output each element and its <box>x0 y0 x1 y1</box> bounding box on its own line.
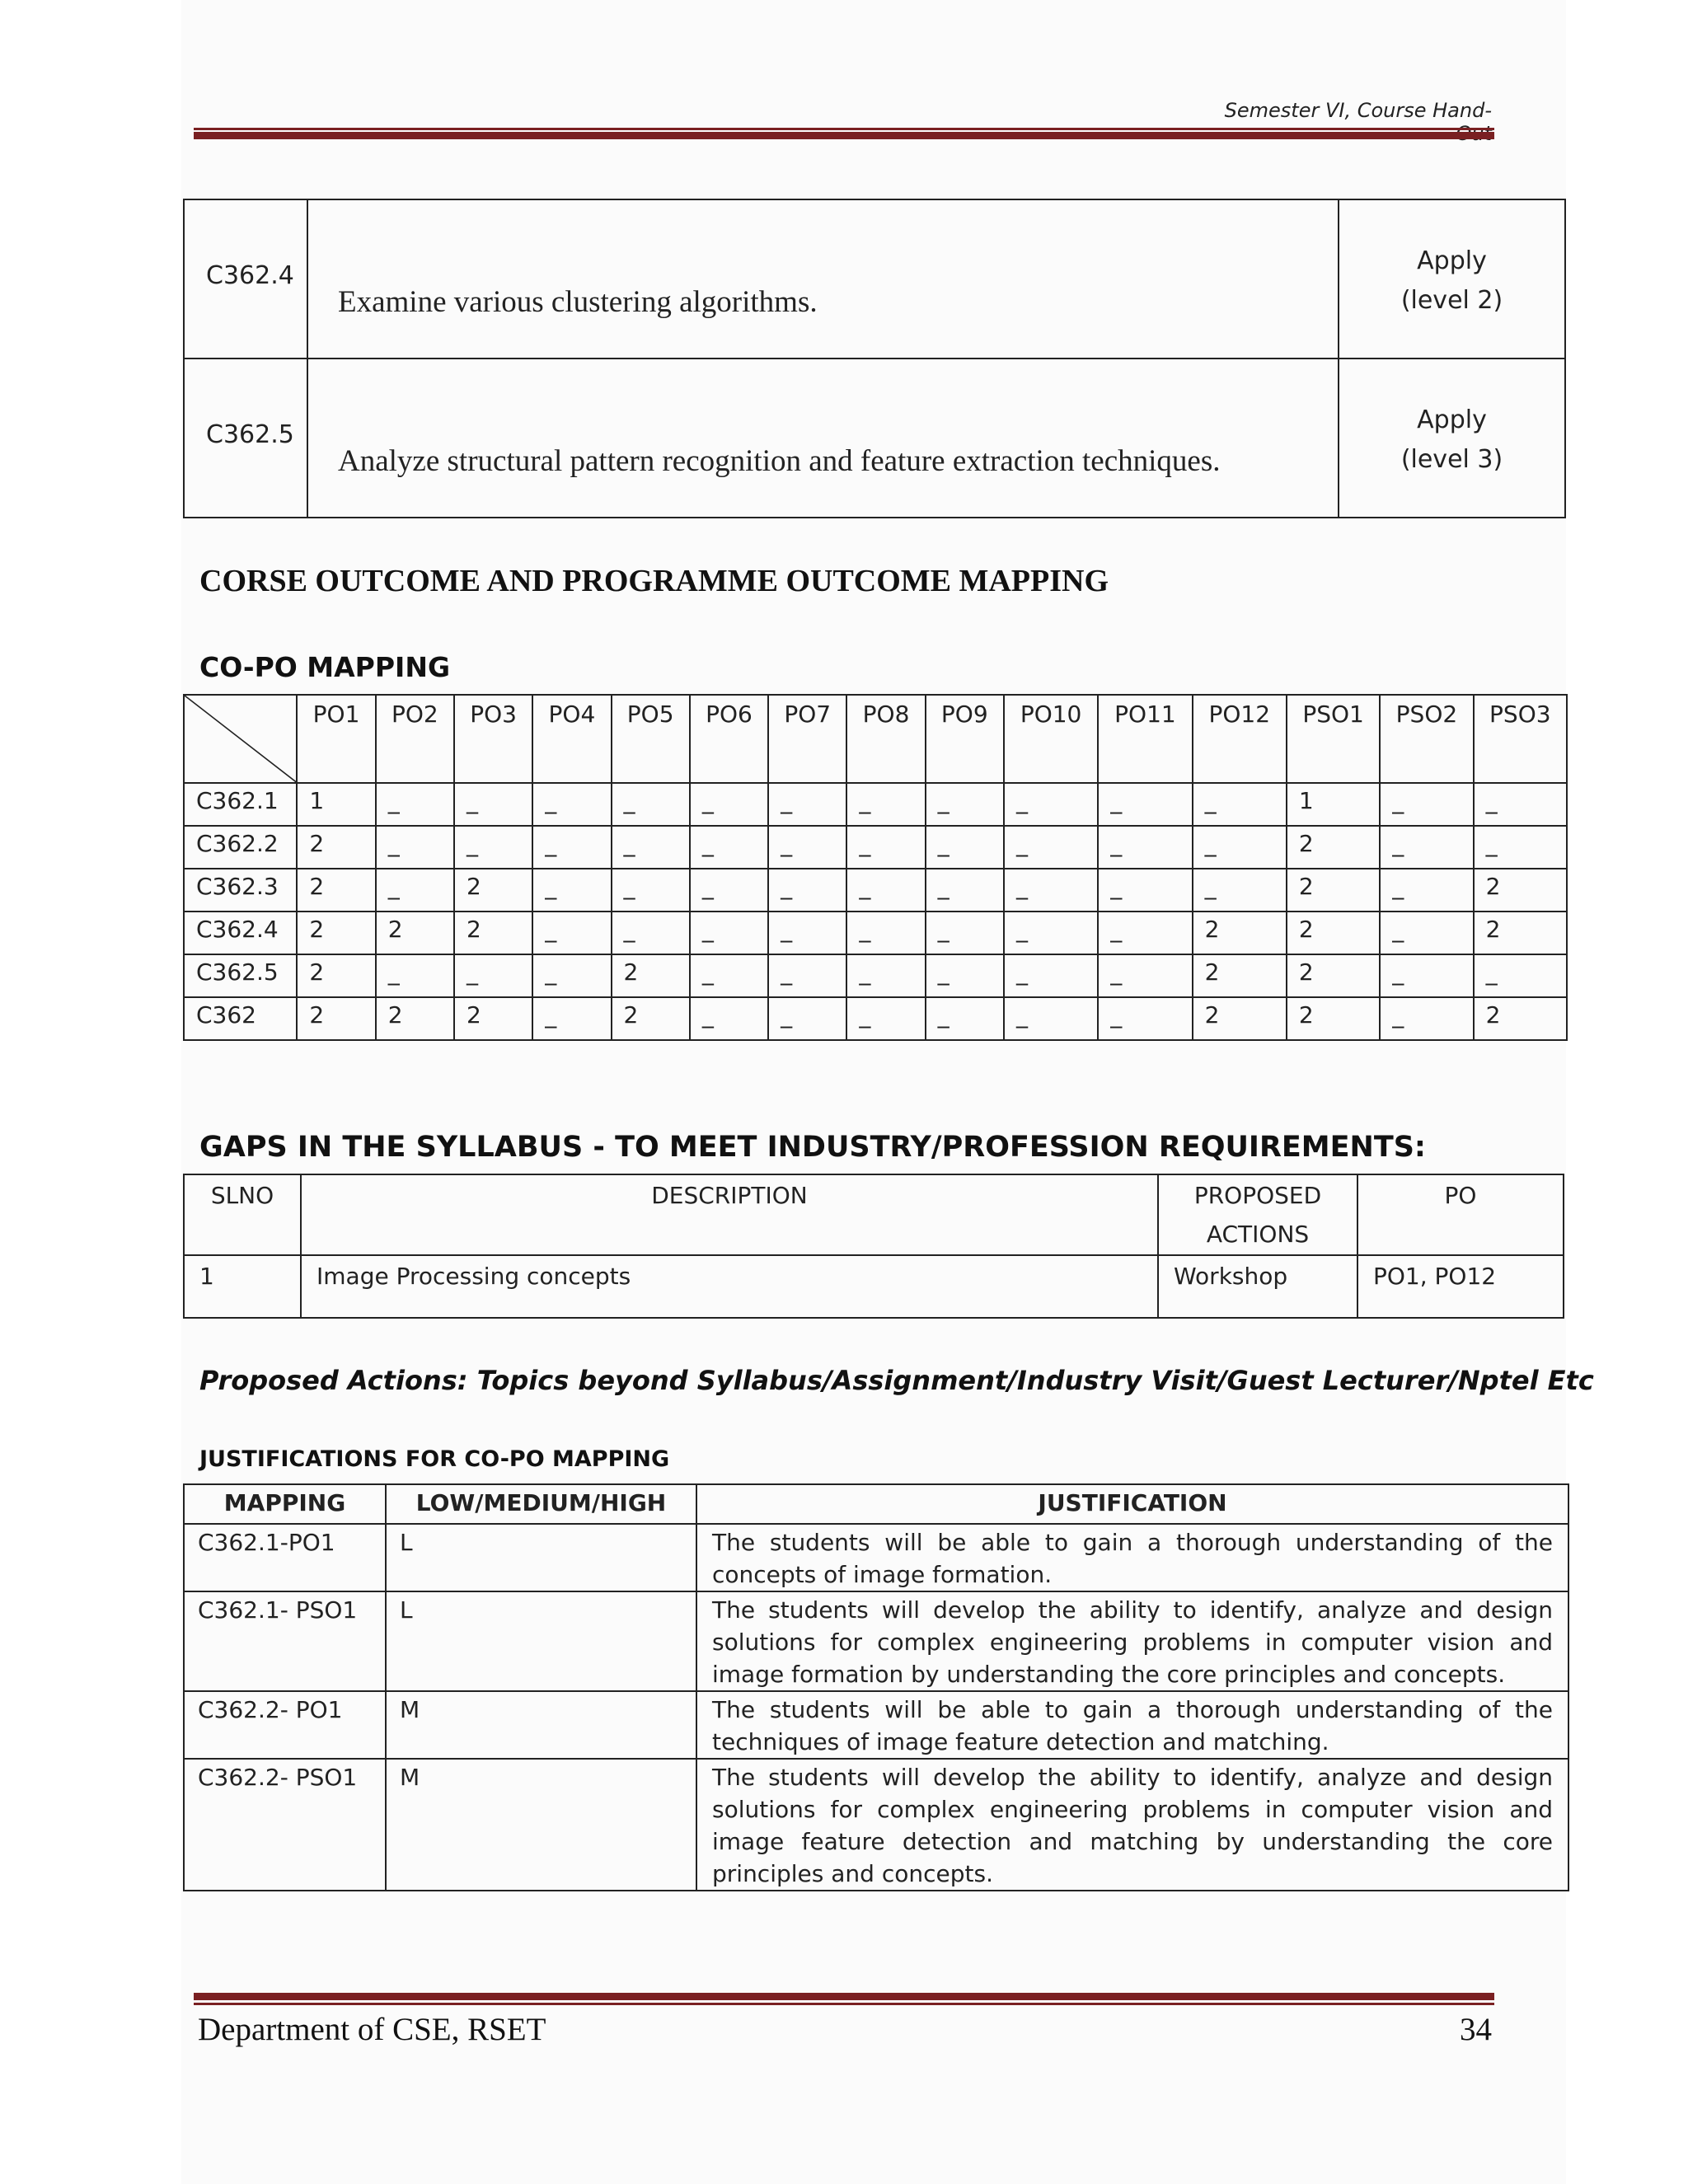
mapping-value: _ <box>846 826 925 869</box>
mapping-value: _ <box>1004 869 1098 912</box>
gap-description: Image Processing concepts <box>301 1255 1158 1318</box>
mapping-value: _ <box>612 826 690 869</box>
mapping-value: _ <box>926 869 1004 912</box>
mapping-value: _ <box>376 954 454 997</box>
mapping-value: 2 <box>454 912 532 954</box>
mapping-value: 2 <box>1474 869 1567 912</box>
table-row <box>184 1691 1568 1759</box>
mapping-value: 2 <box>1474 997 1567 1040</box>
header-justification: JUSTIFICATION <box>696 1484 1568 1524</box>
co-label: C362.1 <box>184 783 297 826</box>
mapping-value: 2 <box>297 826 375 869</box>
mapping-value: 2 <box>297 954 375 997</box>
mapping-value: _ <box>454 783 532 826</box>
co-label: C362.2 <box>184 826 297 869</box>
justifications-title: JUSTIFICATIONS FOR CO-PO MAPPING <box>199 1446 670 1472</box>
column-header: PO8 <box>846 695 925 783</box>
mapping-value: _ <box>376 783 454 826</box>
mapping-value: _ <box>846 997 925 1040</box>
page-margin-right <box>1566 0 1688 2184</box>
mapping-value: 2 <box>1474 912 1567 954</box>
header-actions-line: ACTIONS <box>1206 1221 1310 1248</box>
co-id: C362.4 <box>184 199 307 359</box>
level-cell: M <box>386 1691 696 1759</box>
mapping-value: _ <box>690 783 768 826</box>
header-po: PO <box>1357 1174 1564 1255</box>
mapping-value: _ <box>1474 826 1567 869</box>
mapping-value: _ <box>768 869 846 912</box>
column-header: PO12 <box>1193 695 1287 783</box>
column-header: PSO1 <box>1287 695 1380 783</box>
co-label: C362.4 <box>184 912 297 954</box>
mapping-value: _ <box>1193 869 1287 912</box>
mapping-value: _ <box>1098 997 1192 1040</box>
table-row <box>184 954 1567 997</box>
column-header: PO9 <box>926 695 1004 783</box>
mapping-value: 2 <box>376 912 454 954</box>
gaps-table <box>183 1174 1564 1319</box>
mapping-cell: C362.2- PO1 <box>184 1691 386 1759</box>
proposed-actions-note: Proposed Actions: Topics beyond Syllabus/Assignment/Industry Visit/Guest Lecturer/Nptel Etc <box>199 1365 1594 1396</box>
mapping-value: _ <box>1380 954 1473 997</box>
mapping-value: _ <box>846 912 925 954</box>
mapping-value: 2 <box>1287 869 1380 912</box>
mapping-value: _ <box>1004 826 1098 869</box>
table-row <box>184 783 1567 826</box>
co-level <box>1339 199 1565 359</box>
mapping-value: _ <box>768 997 846 1040</box>
mapping-value: 1 <box>1287 783 1380 826</box>
column-header: PO1 <box>297 695 375 783</box>
level-cell: L <box>386 1591 696 1691</box>
gap-slno: 1 <box>184 1255 301 1318</box>
mapping-value: _ <box>454 954 532 997</box>
mapping-value: _ <box>846 783 925 826</box>
co-label: C362 <box>184 997 297 1040</box>
header-slno: SLNO <box>184 1174 301 1255</box>
table-row <box>184 1759 1568 1891</box>
mapping-value: _ <box>612 783 690 826</box>
justification-cell: The students will develop the ability to identify, analyze and design solutions for complex engineering problems in computer vision and image feature detection and matching by understanding the core principles and concepts. <box>696 1759 1568 1891</box>
table-row <box>184 912 1567 954</box>
header-description: DESCRIPTION <box>301 1174 1158 1255</box>
mapping-value: _ <box>690 869 768 912</box>
mapping-value: _ <box>926 997 1004 1040</box>
table-header-row <box>184 1484 1568 1524</box>
footer-department: Department of CSE, RSET <box>198 2012 546 2047</box>
mapping-value: 2 <box>1287 997 1380 1040</box>
copo-title: CO-PO MAPPING <box>199 651 451 683</box>
mapping-value: _ <box>1380 869 1473 912</box>
mapping-value: _ <box>1474 954 1567 997</box>
mapping-value: _ <box>1004 954 1098 997</box>
level-cell: L <box>386 1524 696 1591</box>
mapping-value: _ <box>532 912 611 954</box>
mapping-value: _ <box>1474 783 1567 826</box>
mapping-value: 2 <box>1193 912 1287 954</box>
mapping-value: _ <box>612 869 690 912</box>
mapping-value: _ <box>846 869 925 912</box>
justification-cell: The students will develop the ability to identify, analyze and design solutions for complex engineering problems in computer vision and image formation by understanding the core principles and concepts. <box>696 1591 1568 1691</box>
gap-action: Workshop <box>1158 1255 1357 1318</box>
mapping-value: _ <box>768 954 846 997</box>
justification-cell: The students will be able to gain a thorough understanding of the concepts of image formation. <box>696 1524 1568 1591</box>
co-description: Examine various clustering algorithms. <box>307 199 1339 359</box>
header-mapping: MAPPING <box>184 1484 386 1524</box>
justifications-table <box>183 1483 1569 1891</box>
mapping-value: _ <box>1380 997 1473 1040</box>
mapping-value: _ <box>1380 826 1473 869</box>
page-number: 34 <box>1460 2012 1492 2047</box>
mapping-value: 2 <box>297 869 375 912</box>
co-level-line: Apply <box>1417 246 1487 275</box>
mapping-value: _ <box>532 826 611 869</box>
mapping-value: 2 <box>376 997 454 1040</box>
header-level: LOW/MEDIUM/HIGH <box>386 1484 696 1524</box>
table-row <box>184 1524 1568 1591</box>
gap-po: PO1, PO12 <box>1357 1255 1564 1318</box>
mapping-value: _ <box>1098 826 1192 869</box>
table-row <box>184 199 1565 359</box>
mapping-value: _ <box>454 826 532 869</box>
mapping-value: _ <box>768 912 846 954</box>
mapping-value: _ <box>926 826 1004 869</box>
justification-cell: The students will be able to gain a thorough understanding of the techniques of image feature detection and matching. <box>696 1691 1568 1759</box>
mapping-value: _ <box>768 826 846 869</box>
header-rule-thick <box>194 132 1494 139</box>
table-header-row <box>184 695 1567 783</box>
mapping-value: _ <box>532 954 611 997</box>
mapping-value: _ <box>926 783 1004 826</box>
mapping-value: _ <box>376 869 454 912</box>
footer-rule-thin <box>194 2003 1494 2005</box>
co-description: Analyze structural pattern recognition and feature extraction techniques. <box>307 359 1339 518</box>
column-header: PO10 <box>1004 695 1098 783</box>
mapping-value: _ <box>690 912 768 954</box>
corner-diagonal-cell <box>184 695 297 783</box>
mapping-value: _ <box>690 954 768 997</box>
mapping-value: _ <box>1380 912 1473 954</box>
level-cell: M <box>386 1759 696 1891</box>
table-row <box>184 997 1567 1040</box>
mapping-value: _ <box>1098 783 1192 826</box>
mapping-value: 2 <box>1287 912 1380 954</box>
column-header: PSO3 <box>1474 695 1567 783</box>
mapping-value: 2 <box>612 954 690 997</box>
column-header: PO5 <box>612 695 690 783</box>
mapping-value: _ <box>846 954 925 997</box>
mapping-value: _ <box>1098 912 1192 954</box>
page-margin-left <box>0 0 181 2184</box>
header-title: Semester VI, Course Hand- <box>1224 99 1492 122</box>
column-header: PO4 <box>532 695 611 783</box>
mapping-value: 2 <box>297 912 375 954</box>
mapping-cell: C362.1- PSO1 <box>184 1591 386 1691</box>
mapping-value: _ <box>926 912 1004 954</box>
co-level <box>1339 359 1565 518</box>
copo-mapping-table <box>183 694 1568 1041</box>
mapping-value: 2 <box>454 869 532 912</box>
mapping-value: _ <box>768 783 846 826</box>
mapping-cell: C362.2- PSO1 <box>184 1759 386 1891</box>
mapping-value: 2 <box>297 997 375 1040</box>
column-header: PO11 <box>1098 695 1192 783</box>
mapping-value: _ <box>690 997 768 1040</box>
mapping-value: 2 <box>1287 826 1380 869</box>
mapping-value: _ <box>1004 997 1098 1040</box>
mapping-value: 2 <box>1193 954 1287 997</box>
mapping-value: 2 <box>1193 997 1287 1040</box>
column-header: PSO2 <box>1380 695 1473 783</box>
gaps-title: GAPS IN THE SYLLABUS - TO MEET INDUSTRY/PROFESSION REQUIREMENTS: <box>199 1131 1426 1164</box>
header-rule-thin <box>194 128 1494 130</box>
mapping-value: _ <box>612 912 690 954</box>
mapping-value: _ <box>1193 826 1287 869</box>
header-proposed-line: PROPOSED <box>1193 1182 1322 1209</box>
table-row <box>184 1591 1568 1691</box>
mapping-value: _ <box>1004 912 1098 954</box>
table-row <box>184 1255 1564 1318</box>
co-level-line: (level 2) <box>1400 286 1503 315</box>
mapping-value: _ <box>690 826 768 869</box>
mapping-value: _ <box>376 826 454 869</box>
co-label: C362.3 <box>184 869 297 912</box>
column-header: PO3 <box>454 695 532 783</box>
mapping-value: _ <box>532 783 611 826</box>
co-level-line: (level 3) <box>1400 445 1503 474</box>
section-title: CORSE OUTCOME AND PROGRAMME OUTCOME MAPPING <box>199 564 1109 598</box>
co-label: C362.5 <box>184 954 297 997</box>
column-header: PO6 <box>690 695 768 783</box>
mapping-value: _ <box>1098 954 1192 997</box>
mapping-value: 2 <box>612 997 690 1040</box>
mapping-value: _ <box>1098 869 1192 912</box>
mapping-value: 2 <box>454 997 532 1040</box>
mapping-value: 2 <box>1287 954 1380 997</box>
table-row <box>184 869 1567 912</box>
column-header: PO7 <box>768 695 846 783</box>
mapping-value: _ <box>1380 783 1473 826</box>
table-header-row <box>184 1174 1564 1255</box>
mapping-value: _ <box>926 954 1004 997</box>
table-row <box>184 359 1565 518</box>
footer-rule-thick <box>194 1993 1494 2000</box>
mapping-value: _ <box>1193 783 1287 826</box>
mapping-value: 1 <box>297 783 375 826</box>
column-header: PO2 <box>376 695 454 783</box>
mapping-cell: C362.1-PO1 <box>184 1524 386 1591</box>
mapping-value: _ <box>532 869 611 912</box>
course-outcomes-table <box>183 199 1566 518</box>
mapping-value: _ <box>532 997 611 1040</box>
header-proposed-actions <box>1158 1174 1357 1255</box>
table-row <box>184 826 1567 869</box>
co-id: C362.5 <box>184 359 307 518</box>
diagonal-line <box>185 696 296 782</box>
mapping-value: _ <box>1004 783 1098 826</box>
co-level-line: Apply <box>1417 405 1487 434</box>
